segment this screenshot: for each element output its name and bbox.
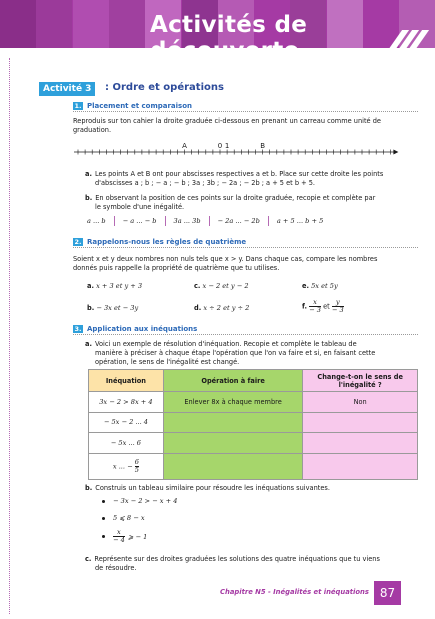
activity-badge: Activité 3 [39,82,95,96]
number-line-label: B [260,142,266,150]
expr-3: 3a ... 3b [173,217,201,225]
s3-qc-line1: Représente sur des droites graduées les solutions des quatre inéquations que tu viens [94,555,380,563]
s2-intro-line1: Soient x et y deux nombres non nuls tels que x > y. Dans chaque cas, compare les nombres [73,255,378,263]
cell-inequation: − 5x ... 6 [89,433,164,454]
section-3-heading [73,324,197,333]
comparison-expressions [87,216,323,226]
s1-qb-line2: le symbole d'une inégalité. [95,203,185,211]
section-3-number: 3. [74,324,82,333]
s3-question-c [85,555,415,573]
separator [209,216,210,226]
number-line-label: 0 [217,142,223,150]
section-1-title: Placement et comparaison [87,101,193,110]
separator [268,216,269,226]
table-header-row [89,370,418,392]
s2-item-b-label: b. [87,304,95,312]
section-2-divider [73,247,418,248]
s3-qa-line2: manière à préciser à chaque étape l'opération que l'on va faire et si, en faisant cette [95,349,376,357]
cell-operation [163,412,303,433]
s2-item-e-text: 5x et 5y [311,282,338,290]
cell-inequation: − 5x − 2 ... 4 [89,412,164,433]
section-2-number: 2. [74,237,82,246]
expr-4: − 2a ... − 2b [217,217,260,225]
conjunction: et [323,302,330,311]
table-row [89,392,418,413]
s3-qb-label: b. [85,484,93,492]
arrow-head [393,150,398,155]
list-item [102,514,145,522]
denominator: − 4 [113,536,125,544]
expr-2: − a ... − b [122,217,157,225]
table-row [89,412,418,433]
cell-change: Non [303,392,418,413]
s3-qc-label: c. [85,555,92,563]
bullet [102,535,105,538]
s2-item-a-label: a. [87,282,94,290]
s3-question-a [85,340,415,367]
cell-change [303,453,418,479]
bullet [102,500,105,503]
denominator: − 3 [331,306,344,314]
s2-item-c [194,281,249,291]
margin-dotted-rail [9,58,10,614]
section-2-heading [73,237,246,246]
bullet-text: − 3x − 2 > − x + 4 [113,497,178,505]
s3-question-b [85,484,415,493]
s2-item-a [87,281,142,291]
s1-qb-label: b. [85,194,93,202]
s2-item-a-text: x + 3 et y + 3 [96,282,143,290]
header-stripes-decoration [389,30,421,54]
cell-inequation [89,453,164,479]
fraction [135,459,139,474]
s3-qb-text: Construis un tableau similaire pour résoudre les inéquations suivantes. [95,484,330,492]
numerator: y [335,298,340,306]
s2-item-e-label: e. [302,282,309,290]
numerator: x [313,298,317,306]
inequation-table [88,369,418,480]
section-2-title: Rappelons-nous les règles de quatrième [87,237,247,246]
ineq-sign: − [127,462,133,470]
table-row [89,433,418,454]
s1-question-b [85,194,415,212]
number-line-label: 1 [224,142,230,150]
col-header-operation: Opération à faire [163,370,303,392]
s1-qb-line1: En observant la position de ces points sur la droite graduée, recopie et complète par [95,194,376,202]
cell-operation [163,453,303,479]
s2-item-b-text: − 3x et − 3y [96,304,139,312]
bullet-text: ⩾ − 1 [127,532,148,541]
numerator: x [117,528,121,536]
cell-change [303,412,418,433]
chapter-footer: Chapitre N5 - Inégalités et inéquations [220,588,369,596]
s2-item-e [302,281,338,291]
s2-item-f [302,299,344,314]
page-title: Activités de découverte [150,12,308,64]
page-header [0,0,435,64]
s2-item-f-label: f. [302,302,308,311]
header-block [109,0,145,48]
number-line-label: A [182,142,187,150]
cell-operation: Enlever 8x à chaque membre [163,392,303,413]
denominator: 5 [134,465,139,474]
s3-qa-label: a. [85,340,92,348]
section-1-number: 1. [74,101,82,110]
bullet-text: 5 ⩽ 8 − x [113,514,145,522]
expr-1: a ... b [87,217,106,225]
s3-qa-line1: Voici un exemple de résolution d'inéquation. Recopie et complète le tableau de [94,340,357,348]
section-1-intro: Reproduis sur ton cahier la droite graduée ci-dessous en prenant un carreau comme unité de graduation. [73,117,381,134]
list-item [102,529,147,544]
col-header-inequation: Inéquation [89,370,164,392]
s1-qa-label: a. [85,170,92,178]
denominator: − 3 [309,306,321,314]
table-row [89,453,418,479]
s1-qa-line1: Les points A et B ont pour abscisses respectives a et b. Place sur cette droite les points [94,170,384,178]
section-2-intro [73,255,418,273]
s3-qa-line3: opération, le sens de l'inégalité est changé. [95,358,240,366]
number-line [72,140,402,160]
header-block [73,0,109,48]
cell-inequation: 3x − 2 > 8x + 4 [89,392,164,413]
fraction [332,299,344,314]
section-1-divider [73,111,418,112]
bullet [102,517,105,520]
s1-question-a [85,170,415,188]
s2-intro-line2: donnés puis rappelle la propriété de quatrième que tu utilises. [73,264,280,272]
s2-item-d-label: d. [194,304,202,312]
s2-item-c-label: c. [194,282,201,290]
numerator: 6 [134,457,139,466]
section-1-heading [73,101,192,110]
cell-change [303,433,418,454]
s2-item-d [194,303,249,313]
s1-qa-line2: d'abscisses a ; b ; − a ; − b ; 3a ; 3b ; − 2a ; − 2b ; a + 5 et b + 5. [95,179,316,187]
s2-item-c-text: x − 2 et y − 2 [202,282,249,290]
expr-5: a + 5 ... b + 5 [276,217,324,225]
s2-item-b [87,303,138,313]
section-3-title: Application aux inéquations [87,324,198,333]
cell-operation [163,433,303,454]
section-3-divider [73,334,418,335]
ineq-left: x ... [112,462,125,470]
s2-item-d-text: x ÷ 2 et y ÷ 2 [203,304,250,312]
fraction [309,299,321,314]
s3-qc-line2: de résoudre. [95,564,137,572]
page-number: 87 [374,581,401,605]
col-header-change: Change-t-on le sens de l'inégalité ? [303,370,418,392]
list-item [102,497,177,505]
header-block [0,0,36,48]
fraction [113,529,125,544]
activity-title: : Ordre et opérations [105,82,224,93]
separator [165,216,166,226]
header-block [36,0,72,48]
separator [114,216,115,226]
